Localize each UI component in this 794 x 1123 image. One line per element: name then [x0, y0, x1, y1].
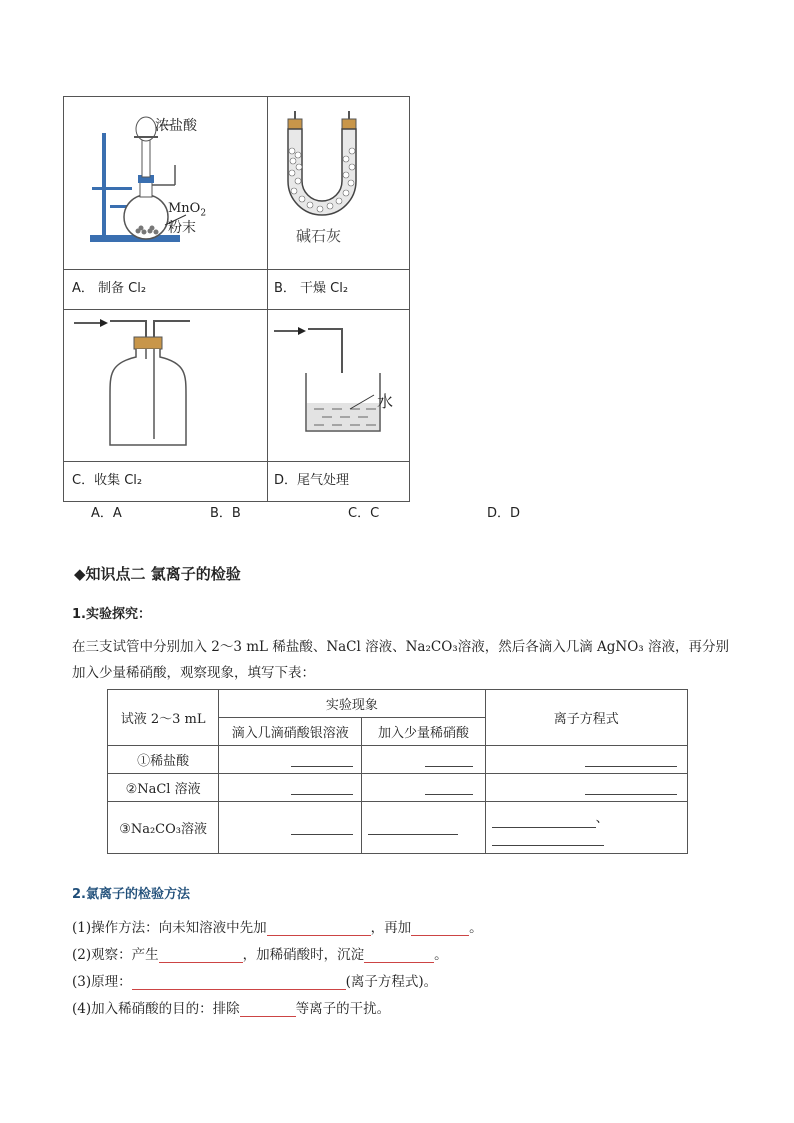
- divider: [267, 97, 268, 501]
- apparatus-table: [63, 96, 410, 502]
- comma: 、: [595, 810, 609, 826]
- divider: [64, 269, 409, 270]
- row-label: ①稀盐酸: [108, 746, 219, 774]
- answer-blank[interactable]: [240, 1002, 296, 1017]
- answer-blank[interactable]: [267, 921, 371, 936]
- cell-a-label: A． 制备 Cl₂: [72, 281, 147, 296]
- cell-d-label: D．尾气处理: [274, 473, 350, 488]
- experiment-table: [107, 689, 688, 854]
- answer-blank[interactable]: [291, 780, 353, 795]
- header-reagent: 试液 2～3 mL: [108, 690, 219, 746]
- row-label: ②NaCl 溶液: [108, 774, 219, 802]
- subsection-title: 1.实验探究：: [72, 607, 151, 622]
- answer-blank[interactable]: [585, 752, 677, 767]
- answer-blank[interactable]: [585, 780, 677, 795]
- answer-blank[interactable]: [159, 948, 243, 963]
- answer-blank[interactable]: [425, 752, 473, 767]
- u-tube-figure: [282, 111, 372, 223]
- cell-c-label: C．收集 Cl₂: [72, 473, 143, 488]
- table-row: [108, 746, 688, 774]
- mno2-label: MnO$_2$: [168, 201, 207, 219]
- choice-d[interactable]: D．D: [487, 506, 521, 521]
- answer-blank[interactable]: [364, 948, 434, 963]
- answer-blank[interactable]: [291, 820, 353, 835]
- paragraph-line: 加入少量稀硝酸，观察现象，填写下表：: [72, 665, 315, 681]
- cell-b-label: B． 干燥 Cl₂: [274, 281, 349, 296]
- acid-label: 浓盐酸: [155, 118, 197, 134]
- answer-blank[interactable]: [368, 820, 458, 835]
- method-line-3: (3)原理： (离子方程式)。: [72, 974, 438, 990]
- answer-blank[interactable]: [492, 813, 596, 828]
- section-heading: ◆知识点二 氯离子的检验: [74, 565, 241, 583]
- answer-blank[interactable]: [132, 975, 346, 990]
- gas-bottle-figure: [70, 315, 265, 453]
- divider: [64, 309, 409, 310]
- table-row: [108, 802, 688, 854]
- method-line-2: (2)观察：产生 ，加稀硝酸时，沉淀 。: [72, 947, 448, 963]
- header-add-agno3: 滴入几滴硝酸银溶液: [219, 718, 362, 746]
- paragraph-line: 在三支试管中分别加入 2～3 mL 稀盐酸、NaCl 溶液、Na₂CO₃溶液，然后各滴入几滴 AgNO₃ 溶液，再分别: [72, 639, 729, 655]
- answer-blank[interactable]: [291, 752, 353, 767]
- choice-a[interactable]: A．A: [91, 506, 122, 521]
- row-label: ③Na₂CO₃溶液: [108, 802, 219, 854]
- choice-b[interactable]: B．B: [210, 506, 241, 521]
- subsection-title: 2.氯离子的检验方法: [72, 887, 190, 902]
- divider: [64, 461, 409, 462]
- answer-blank[interactable]: [492, 831, 604, 846]
- header-add-hno3: 加入少量稀硝酸: [362, 718, 485, 746]
- water-label: 水: [377, 392, 394, 411]
- powder-label: 粉末: [168, 220, 196, 236]
- soda-lime-label: 碱石灰: [296, 227, 342, 245]
- choice-c[interactable]: C．C: [348, 506, 380, 521]
- method-line-4: (4)加入稀硝酸的目的：排除 等离子的干扰。: [72, 1001, 391, 1017]
- header-equation: 离子方程式: [485, 690, 687, 746]
- table-row: [108, 774, 688, 802]
- beaker-figure: [272, 321, 407, 439]
- answer-blank[interactable]: [411, 921, 469, 936]
- answer-blank[interactable]: [425, 780, 473, 795]
- header-phenomenon: 实验现象: [219, 690, 485, 718]
- method-line-1: (1)操作方法：向未知溶液中先加 ，再加 。: [72, 920, 483, 936]
